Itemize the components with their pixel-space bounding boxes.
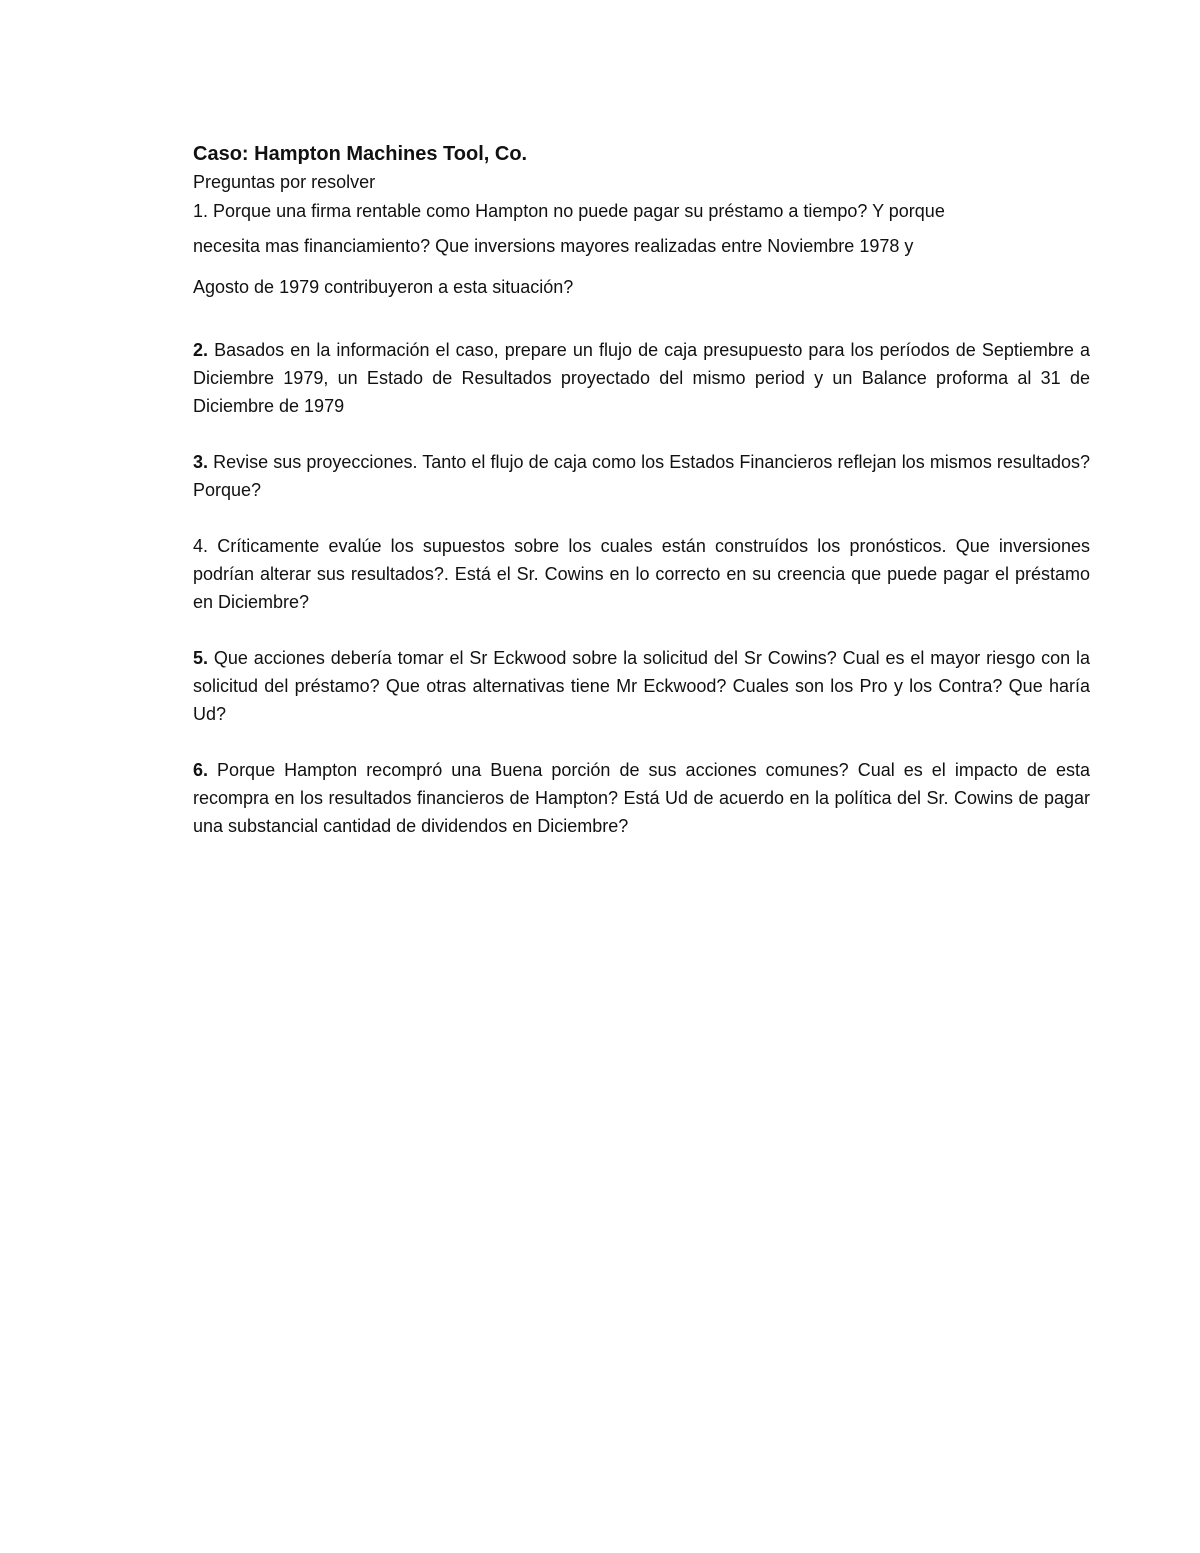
question-1-line-3: Agosto de 1979 contribuyeron a esta situación? bbox=[193, 277, 574, 297]
question-2 bbox=[193, 336, 1090, 420]
question-5-text: Que acciones debería tomar el Sr Eckwood sobre la solicitud del Sr Cowins? Cual es el mayor riesgo con la solicitud del préstamo? Que otras alternativas tiene Mr Eckwood? Cuales son los Pro y los Contra? Que haría Ud? bbox=[193, 648, 1090, 724]
question-2-text: Basados en la información el caso, prepare un flujo de caja presupuesto para los períodos de Septiembre a Diciembre 1979, un Estado de Resultados proyectado del mismo period y un Balance proforma al 31 de Diciembre de 1979 bbox=[193, 340, 1090, 416]
document-subtitle: Preguntas por resolver bbox=[193, 172, 376, 192]
document-title: Caso: Hampton Machines Tool, Co. bbox=[193, 143, 528, 165]
question-4-number: 4. bbox=[193, 536, 209, 556]
question-5 bbox=[193, 644, 1090, 728]
question-3-number: 3. bbox=[193, 452, 209, 472]
question-1-line-1-text: Porque una firma rentable como Hampton no puede pagar su préstamo a tiempo? Y porque bbox=[213, 201, 945, 221]
question-6-text: Porque Hampton recompró una Buena porción de sus acciones comunes? Cual es el impacto de esta recompra en los resultados financieros de Hampton? Está Ud de acuerdo en la política del Sr. Cowins de pagar una substancial cantidad de dividendos en Diciembre? bbox=[193, 760, 1090, 836]
question-6-number: 6. bbox=[193, 760, 209, 780]
question-1-number: 1. bbox=[193, 201, 209, 221]
question-1-line-2: necesita mas financiamiento? Que inversions mayores realizadas entre Noviembre 1978 y bbox=[193, 236, 914, 256]
question-4-text: Críticamente evalúe los supuestos sobre los cuales están construídos los pronósticos. Que inversiones podrían alterar sus resultados?. Está el Sr. Cowins en lo correcto en su creencia que puede pagar el préstamo en Diciembre? bbox=[193, 536, 1090, 612]
question-3 bbox=[193, 448, 1090, 504]
question-4 bbox=[193, 532, 1090, 616]
question-2-number: 2. bbox=[193, 340, 209, 360]
question-5-number: 5. bbox=[193, 648, 209, 668]
question-6 bbox=[193, 756, 1090, 840]
question-1 bbox=[193, 196, 1090, 308]
question-3-text: Revise sus proyecciones. Tanto el flujo de caja como los Estados Financieros reflejan los mismos resultados? Porque? bbox=[193, 452, 1090, 500]
question-1-line-1 bbox=[193, 196, 1090, 226]
document-body bbox=[193, 138, 1090, 840]
